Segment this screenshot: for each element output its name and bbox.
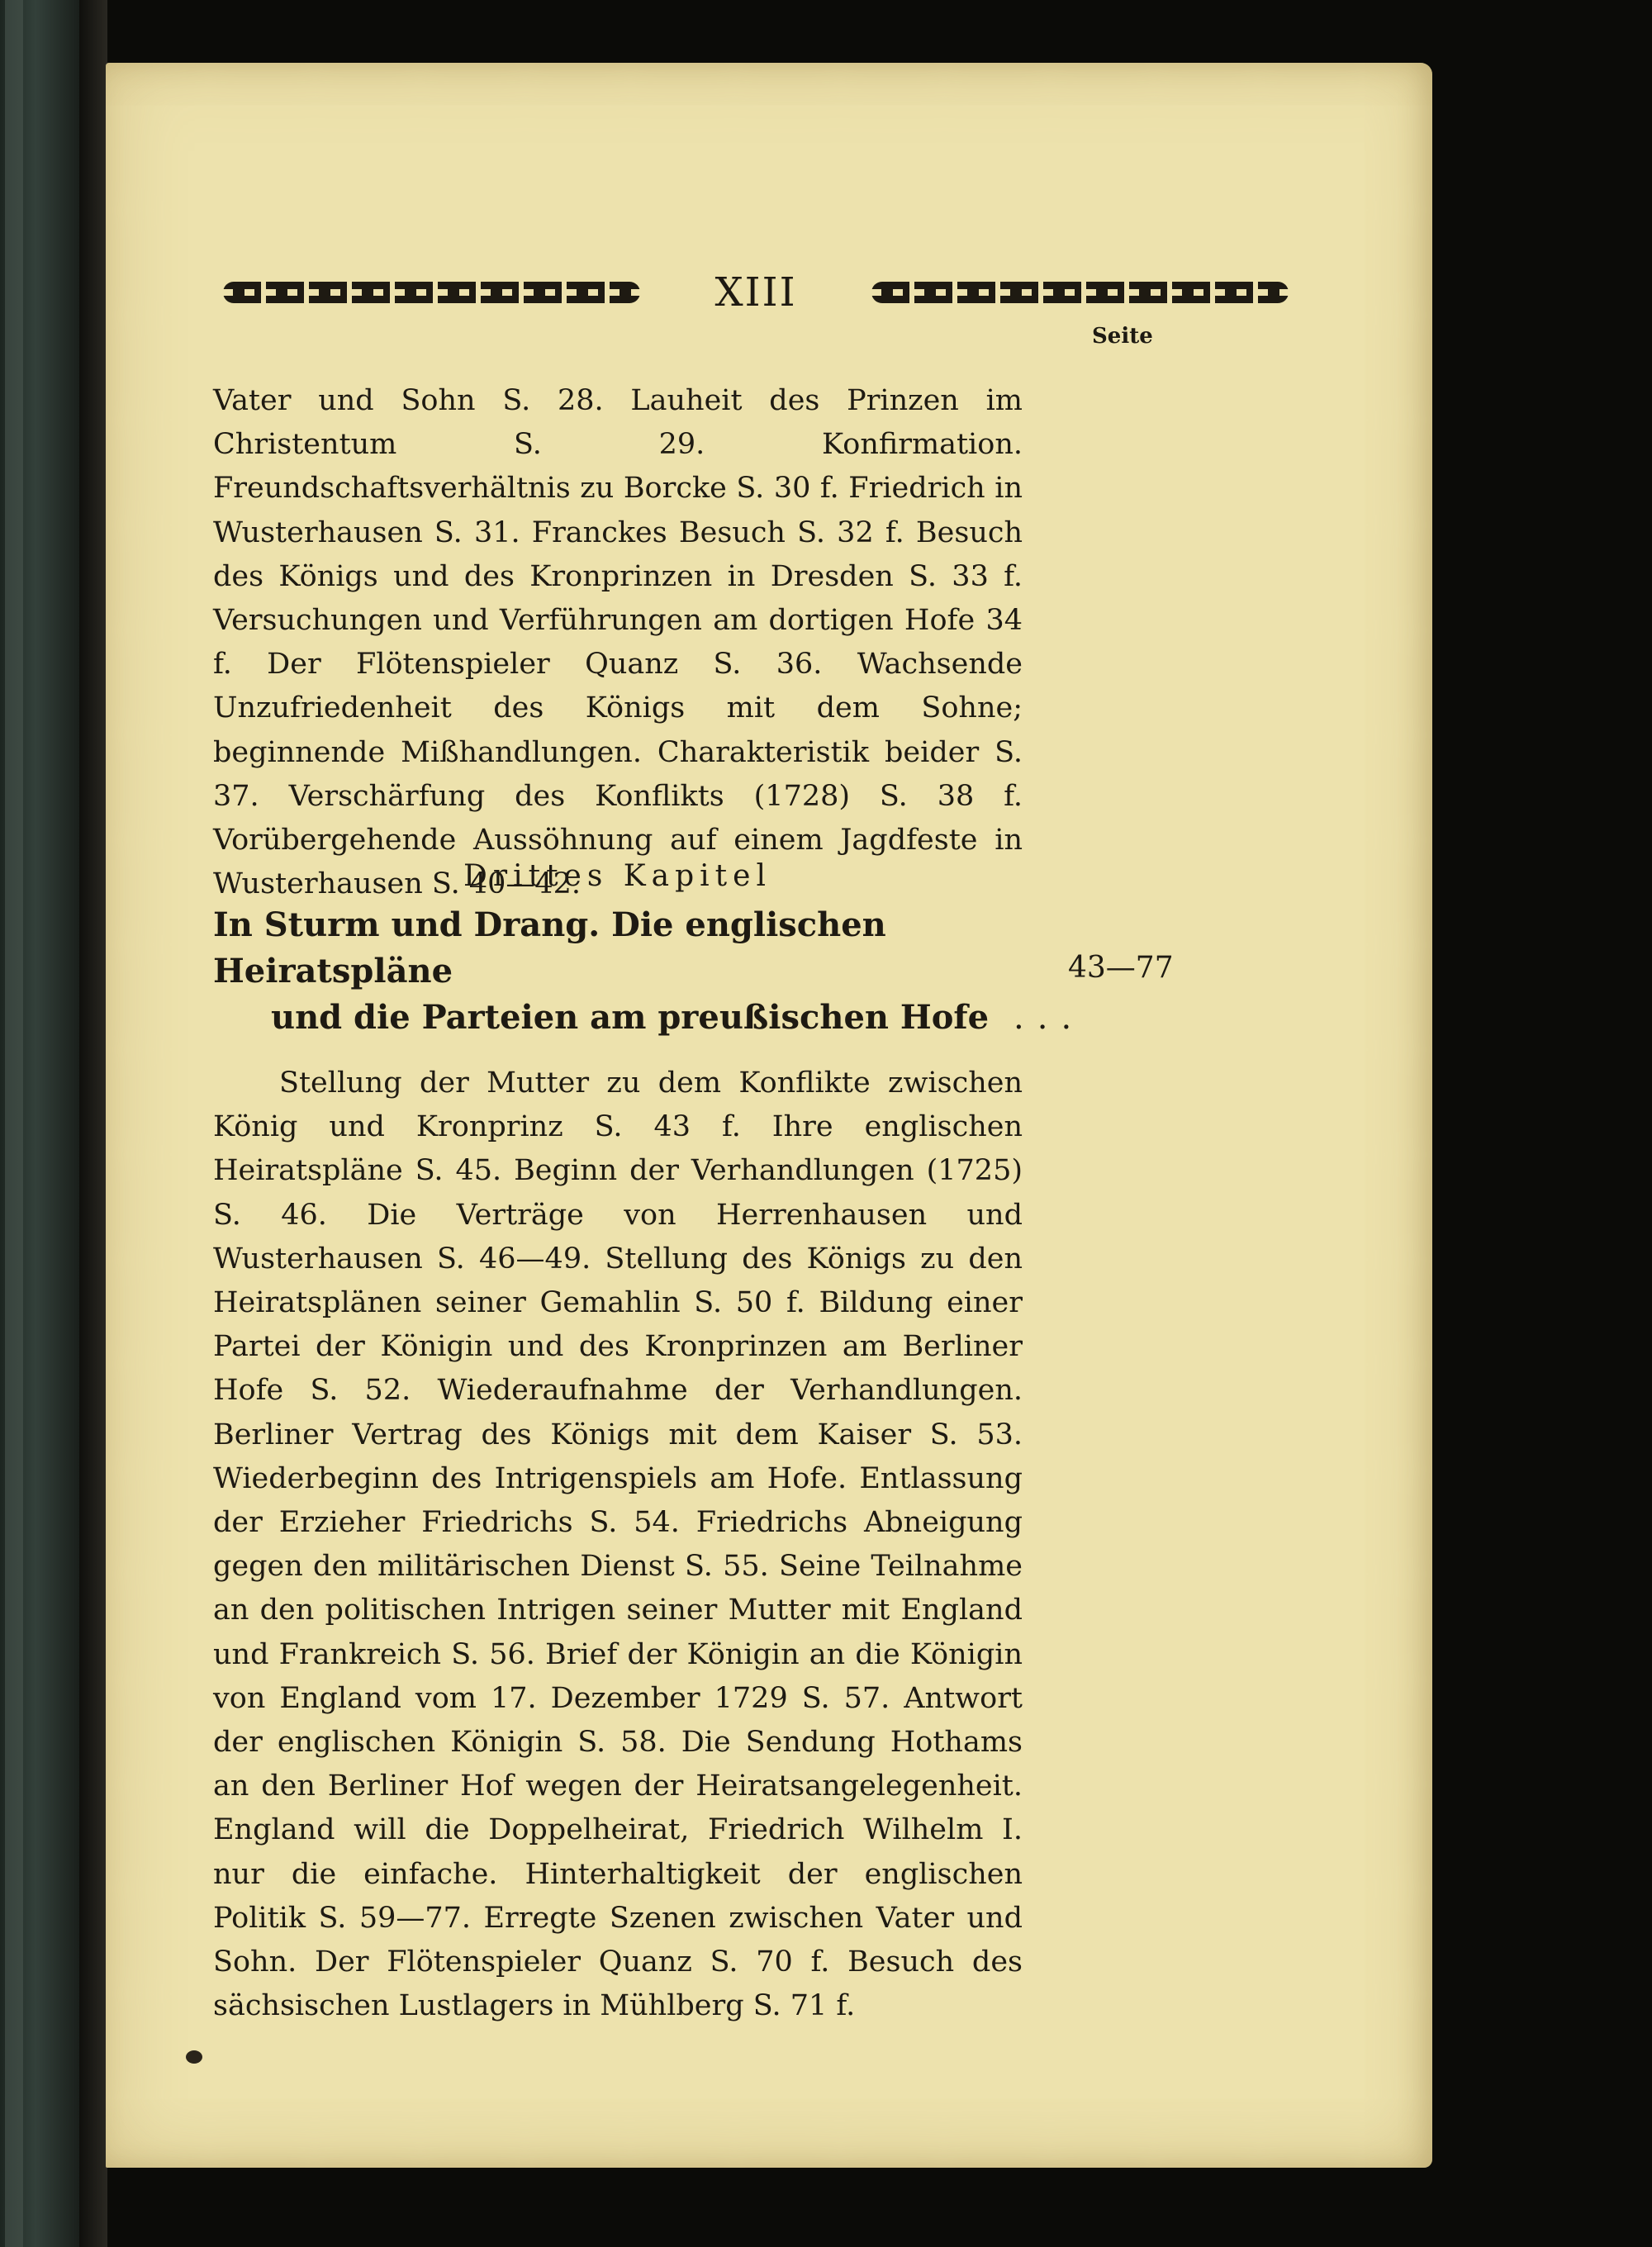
header-ornament-left <box>223 282 640 303</box>
header-ornament-right <box>871 282 1289 303</box>
chapter-title-line-2-wrap <box>213 995 1130 1041</box>
chapter-label: Drittes Kapitel <box>463 859 771 893</box>
continued-chapter-summary: Vater und Sohn S. 28. Lauheit des Prinzen im Christentum S. 29. Konfirmation. Freundschaftsverhältnis zu Borcke S. 30 f. Friedrich in Wusterhausen S. 31. Franckes Besuch S. 32 f. Besuch des Königs und des Kronprinzen in Dresden S. 33 f. Versuchungen und Verführungen am dortigen Hofe 34 f. Der Flötenspieler Quanz S. 36. Wachsende Unzufriedenheit des Königs mit dem Sohne; beginnende Mißhandlungen. Charakteristik beider S. 37. Verschärfung des Konflikts (1728) S. 38 f. Vorübergehende Aussöhnung auf einem Jagdfeste in Wusterhausen S. 40—42. <box>213 384 1023 901</box>
chapter-title-line-2: und die Parteien am preußischen Hofe <box>271 998 990 1037</box>
running-header <box>223 268 1289 317</box>
page-number: XIII <box>714 269 797 316</box>
ink-blot <box>186 2050 202 2064</box>
chapter-summary: Stellung der Mutter zu dem Konflikte zwischen König und Kronprinz S. 43 f. Ihre englischen Heiratspläne S. 45. Beginn der Verhandlungen (1725) S. 46. Die Verträge von Herrenhausen und Wusterhausen S. 46—49. Stellung des Königs zu den Heiratsplänen seiner Gemahlin S. 50 f. Bildung einer Partei der Königin und des Kronprinzen am Berliner Hofe S. 52. Wiederaufnahme der Verhandlungen. Berliner Vertrag des Königs mit dem Kaiser S. 53. Wiederbeginn des Intrigenspiels am Hofe. Entlassung der Erzieher Friedrichs S. 54. Friedrichs Abneigung gegen den militärischen Dienst S. 55. Seine Teilnahme an den politischen Intrigen seiner Mutter mit England und Frankreich S. 56. Brief der Königin an die Königin von England vom 17. Dezember 1729 S. 57. Antwort der englischen Königin S. 58. Die Sendung Hothams an den Berliner Hof wegen der Heiratsangelegenheit. England will die Doppelheirat, Friedrich Wilhelm I. nur die einfache. Hinterhaltigkeit der englischen Politik S. 59—77. Erregte Szenen zwischen Vater und Sohn. Der Flötenspieler Quanz S. 70 f. Besuch des sächsischen Lustlagers in Mühlberg S. 71 f. <box>213 1066 1023 2023</box>
book-gutter <box>79 0 107 2247</box>
seite-column-label: Seite <box>1092 324 1153 349</box>
cover-stripe <box>5 0 23 2247</box>
dot-leaders: ... <box>1014 999 1085 1037</box>
book-cover-edge <box>0 0 79 2247</box>
chapter-title-line-1: In Sturm und Drang. Die englischen Heiratspläne <box>213 905 886 990</box>
chapter-page-range: 43—77 <box>1068 951 1174 985</box>
chapter-title <box>213 902 1130 1041</box>
book-page <box>106 63 1432 2168</box>
